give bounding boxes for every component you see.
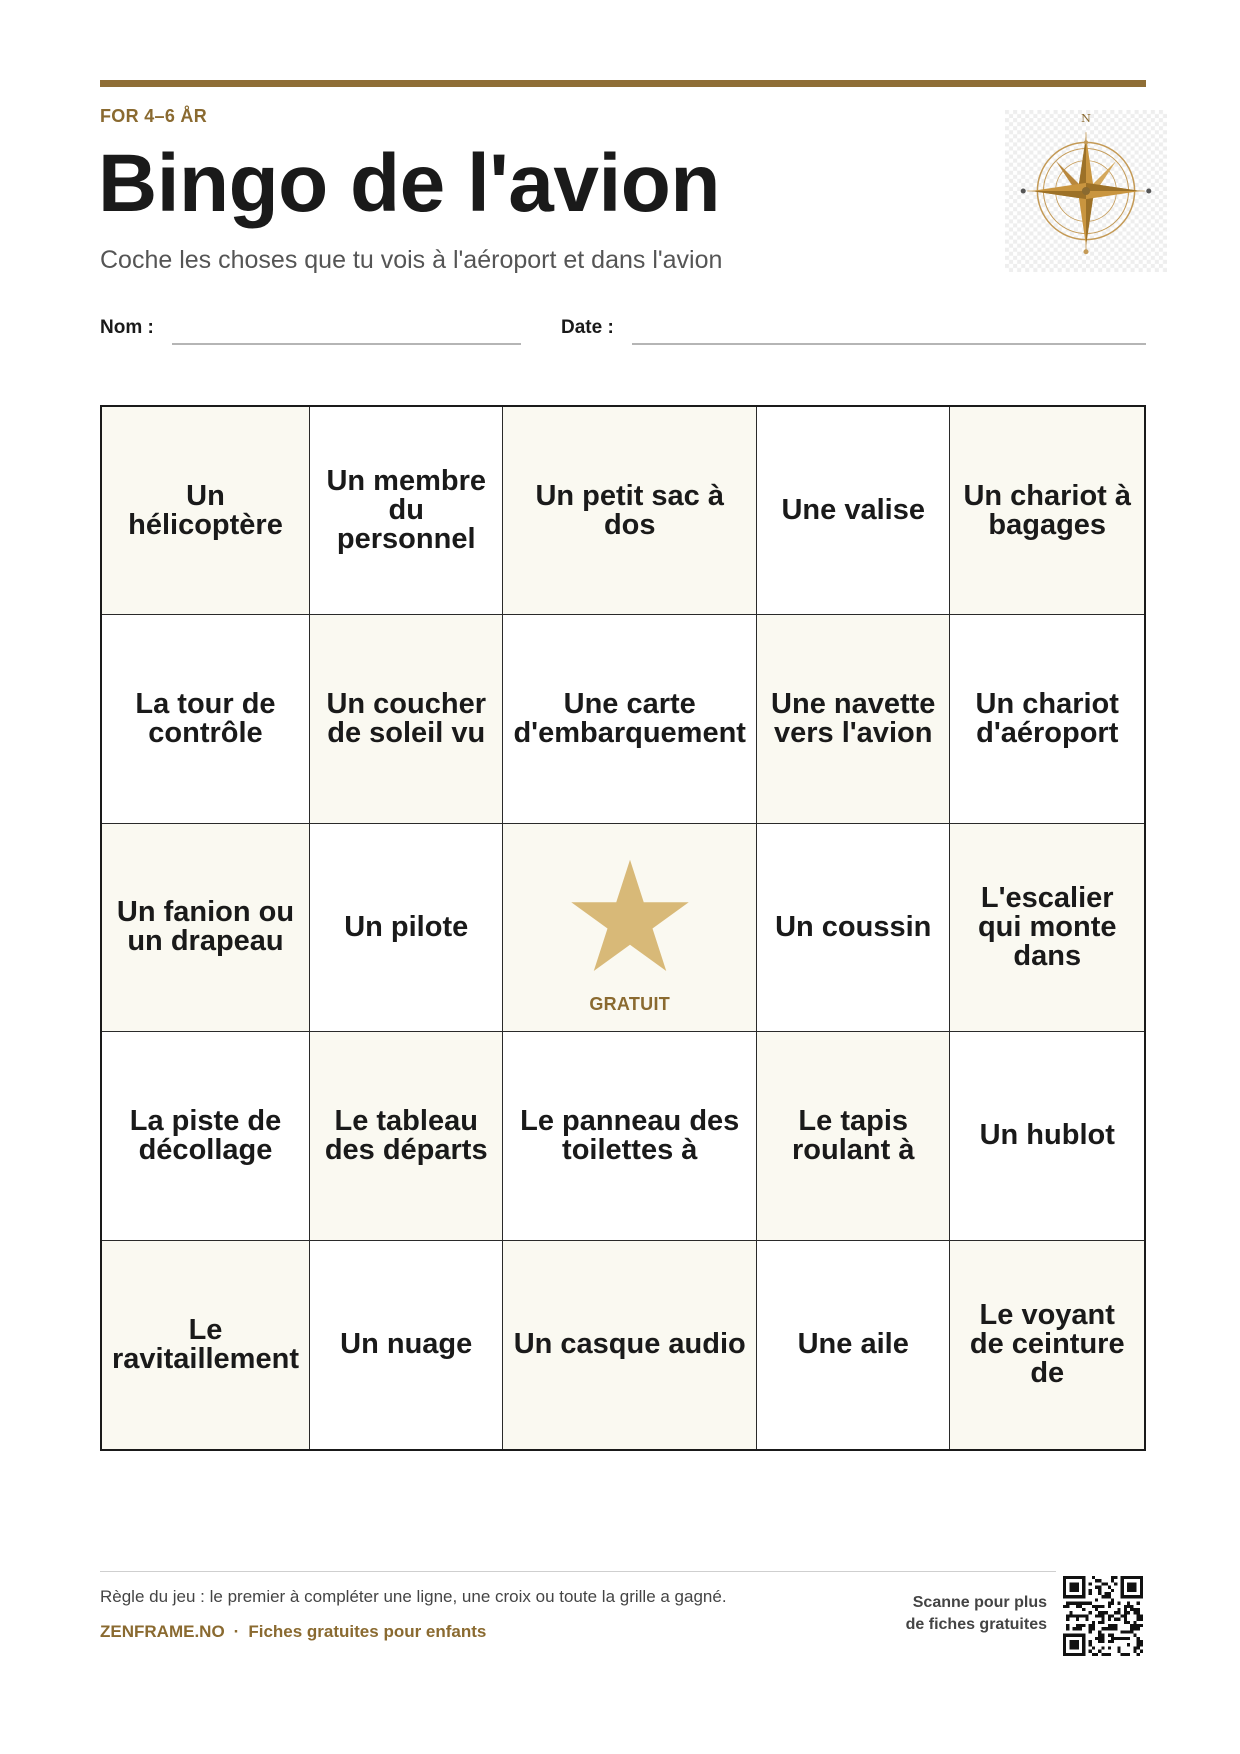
bingo-cell[interactable]: Un coussin <box>757 824 951 1032</box>
bingo-cell[interactable]: La tour de contrôle <box>102 615 310 823</box>
bingo-cell[interactable]: Une navette vers l'avion <box>757 615 951 823</box>
star-icon <box>567 856 693 976</box>
name-label: Nom : <box>100 317 154 338</box>
brand-link[interactable]: ZENFRAME.NO <box>100 1622 225 1641</box>
bingo-cell[interactable]: Un pilote <box>310 824 504 1032</box>
age-label: FOR 4–6 ÅR <box>100 106 208 126</box>
svg-text:N: N <box>1081 112 1091 126</box>
brand-line <box>100 1622 486 1642</box>
date-label: Date : <box>561 317 614 338</box>
bingo-cell[interactable]: Une valise <box>757 407 951 615</box>
bingo-cell[interactable]: Un hublot <box>950 1032 1144 1240</box>
bingo-cell[interactable]: Un coucher de soleil vu <box>310 615 504 823</box>
page-title: Bingo de l'avion <box>98 138 720 229</box>
bingo-cell[interactable]: Un hélicoptère <box>102 407 310 615</box>
bingo-cell[interactable]: Un membre du personnel <box>310 407 504 615</box>
brand-separator: · <box>233 1622 240 1641</box>
footer-divider <box>100 1571 1056 1572</box>
free-space-label: GRATUIT <box>589 994 671 1015</box>
top-rule <box>100 80 1146 87</box>
free-space-cell[interactable] <box>503 824 757 1032</box>
bingo-cell[interactable]: Un casque audio <box>503 1241 757 1449</box>
scan-prompt <box>847 1592 1047 1635</box>
bingo-cell[interactable]: Un petit sac à dos <box>503 407 757 615</box>
bingo-cell[interactable]: Le tapis roulant à <box>757 1032 951 1240</box>
bingo-cell[interactable]: L'escalier qui monte dans <box>950 824 1144 1032</box>
date-field[interactable] <box>632 343 1146 345</box>
bingo-cell[interactable]: Le tableau des départs <box>310 1032 504 1240</box>
bingo-cell[interactable]: Un chariot d'aéroport <box>950 615 1144 823</box>
bingo-cell[interactable]: Un nuage <box>310 1241 504 1449</box>
qr-code-icon[interactable] <box>1063 1576 1143 1656</box>
scan-line-1: Scanne pour plus <box>912 1594 1047 1611</box>
brand-tagline: Fiches gratuites pour enfants <box>248 1622 487 1641</box>
bingo-cell[interactable]: La piste de décollage <box>102 1032 310 1240</box>
name-field[interactable] <box>172 343 521 345</box>
bingo-cell[interactable]: Une aile <box>757 1241 951 1449</box>
game-rules: Règle du jeu : le premier à compléter une ligne, une croix ou toute la grille a gagné. <box>100 1587 727 1606</box>
bingo-cell[interactable]: Un chariot à bagages <box>950 407 1144 615</box>
bingo-grid <box>100 405 1146 1451</box>
bingo-cell[interactable]: Le panneau des toilettes à <box>503 1032 757 1240</box>
bingo-cell[interactable]: Une carte d'embarquement <box>503 615 757 823</box>
bingo-cell[interactable]: Le ravitaillement <box>102 1241 310 1449</box>
bingo-cell[interactable]: Le voyant de ceinture de <box>950 1241 1144 1449</box>
bingo-cell[interactable]: Un fanion ou un drapeau <box>102 824 310 1032</box>
page-subtitle: Coche les choses que tu vois à l'aéroport et dans l'avion <box>100 246 723 274</box>
compass-rose-icon <box>1005 110 1167 272</box>
scan-line-2: de fiches gratuites <box>905 1615 1047 1633</box>
